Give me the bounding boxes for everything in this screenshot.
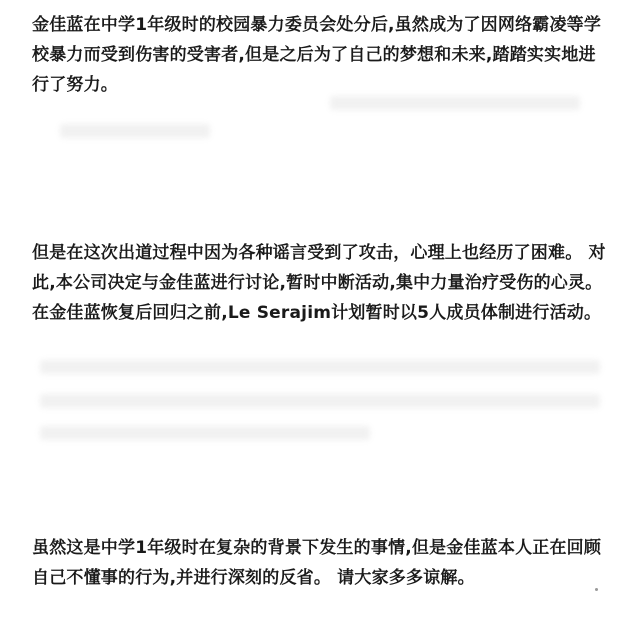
bleed-through-mark (60, 124, 210, 138)
statement-paragraph-1: 金佳蓝在中学1年级时的校园暴力委员会处分后,虽然成为了因网络霸凌等学校暴力而受到伤害的受害者,但是之后为了自己的梦想和未来,踏踏实实地进行了努力。 (32, 15, 602, 95)
statement-paragraph-2: 但是在这次出道过程中因为各种谣言受到了攻击，心理上也经历了困难。 对此,本公司决定与金佳蓝进行讨论,暂时中断活动,集中力量治疗受伤的心灵。 在金佳蓝恢复后回归之前,Le Serajim计划暂时以5人成员体制进行活动。 (32, 243, 606, 323)
bleed-through-mark (40, 360, 600, 374)
bleed-through-mark (40, 394, 600, 408)
stray-dot (595, 588, 598, 591)
statement-paragraph-3: 虽然这是中学1年级时在复杂的背景下发生的事情,但是金佳蓝本人正在回顾自己不懂事的行为,并进行深刻的反省。 请大家多多谅解。 (32, 538, 602, 588)
bleed-through-mark (40, 426, 370, 440)
